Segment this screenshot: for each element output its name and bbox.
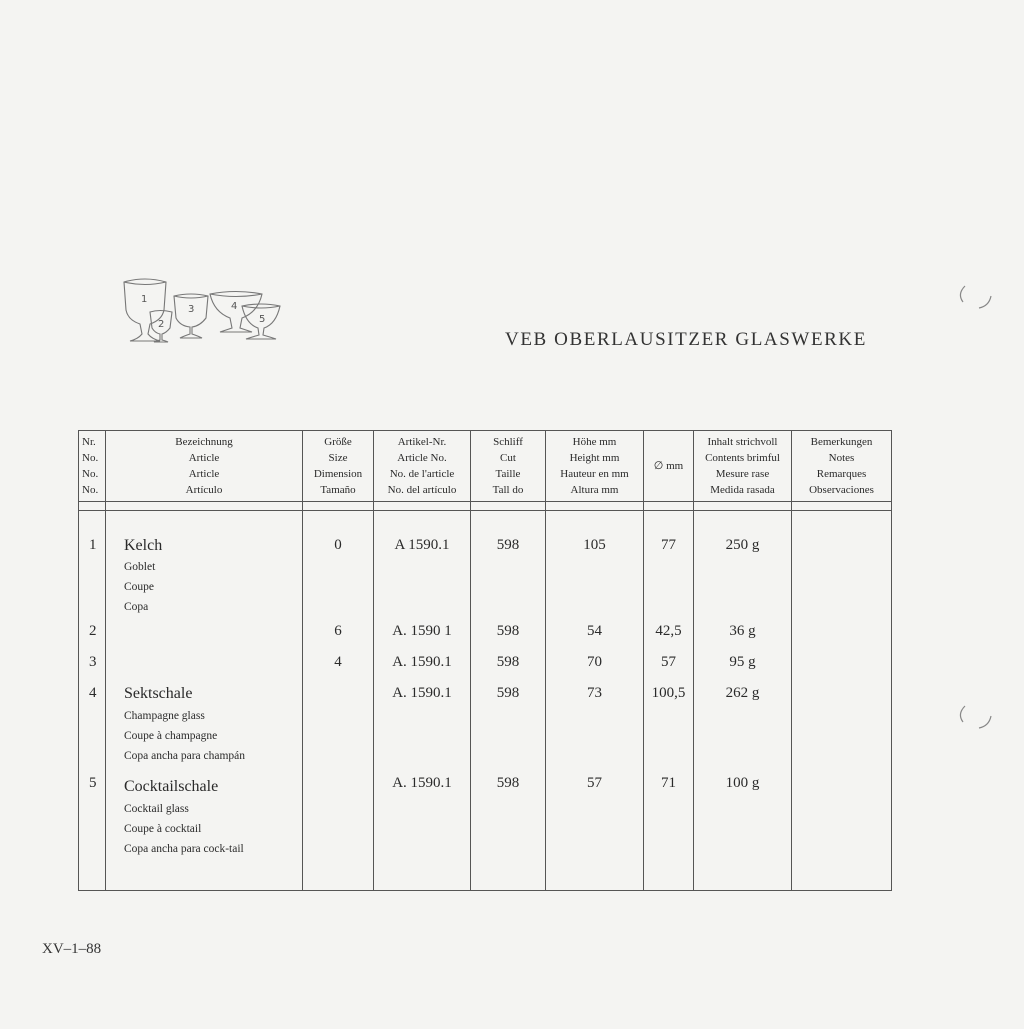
diameter-value: 42,5 [655, 623, 682, 639]
punch-hole-mark [955, 700, 995, 736]
height-value: 70 [587, 654, 602, 670]
cut-value: 598 [496, 685, 520, 701]
article-translation: Copa ancha para champán [124, 750, 246, 762]
article-number: A. 1590.1 [392, 775, 452, 791]
contents-value: 262 g [725, 685, 760, 701]
article-name: Cocktailschale [124, 778, 219, 795]
diameter-value: 100,5 [651, 685, 686, 701]
header-groesse: Größe Size Dimension Tamaño [303, 431, 374, 502]
illustration-number: 2 [158, 319, 165, 330]
column-artikel-nr [374, 511, 471, 891]
article-translation: Champagne glass [124, 710, 205, 722]
row-nr: 5 [89, 775, 97, 791]
specification-table [78, 430, 892, 891]
size-value: 0 [334, 537, 342, 553]
header-durchmesser: ∅ mm [644, 431, 694, 502]
contents-value: 250 g [725, 537, 760, 553]
size-value: 4 [334, 654, 342, 670]
article-number: A 1590.1 [394, 537, 450, 553]
article-number: A. 1590 1 [392, 623, 452, 639]
illustration-number: 4 [231, 301, 238, 312]
header-artikel-nr: Artikel-Nr. Article No. No. de l'article No. del artículo [374, 431, 471, 502]
height-value: 73 [587, 685, 602, 701]
article-translation: Coupe [124, 581, 155, 593]
height-value: 54 [587, 623, 602, 639]
cut-value: 598 [496, 537, 520, 553]
illustration-number: 1 [141, 294, 148, 305]
row-nr: 4 [89, 685, 97, 701]
contents-value: 95 g [729, 654, 756, 670]
article-translation: Coupe à champagne [124, 730, 218, 742]
column-hoehe [546, 511, 644, 891]
article-name: Sektschale [124, 685, 193, 702]
punch-hole-mark [955, 280, 995, 316]
illustration-number: 5 [259, 314, 266, 325]
column-bemerkungen [792, 511, 892, 891]
cut-value: 598 [496, 775, 520, 791]
row-nr: 1 [89, 537, 97, 553]
header-schliff: Schliff Cut Taille Tall do [471, 431, 546, 502]
height-value: 105 [583, 537, 606, 553]
height-value: 57 [587, 775, 602, 791]
cut-value: 598 [496, 654, 520, 670]
illustration-number: 3 [188, 304, 195, 315]
column-groesse [303, 511, 374, 891]
column-inhalt [694, 511, 792, 891]
header-bemerkungen: Bemerkungen Notes Remarques Observaciones [792, 431, 892, 502]
article-translation: Copa ancha para cock-tail [124, 843, 244, 855]
article-name: Kelch [124, 537, 163, 554]
article-translation: Goblet [124, 561, 156, 573]
column-nr [79, 511, 106, 891]
company-name: VEB OBERLAUSITZER GLASWERKE [505, 329, 867, 350]
cut-value: 598 [496, 623, 520, 639]
article-translation: Coupe à cocktail [124, 823, 202, 835]
page-code: XV–1–88 [42, 941, 102, 957]
contents-value: 36 g [729, 623, 756, 639]
article-translation: Cocktail glass [124, 803, 189, 815]
table-header-row [79, 431, 892, 502]
header-bezeichnung: Bezeichnung Article Article Artículo [106, 431, 303, 502]
column-bezeichnung [106, 511, 303, 891]
article-number: A. 1590.1 [392, 685, 452, 701]
diameter-value: 77 [661, 537, 676, 553]
table-body [79, 511, 892, 891]
diameter-value: 71 [661, 775, 676, 791]
row-nr: 2 [89, 623, 97, 639]
column-durchmesser [644, 511, 694, 891]
column-schliff [471, 511, 546, 891]
size-value: 6 [334, 623, 342, 639]
header-hoehe: Höhe mm Height mm Hauteur en mm Altura mm [546, 431, 644, 502]
glassware-illustration [118, 272, 288, 348]
diameter-value: 57 [661, 654, 676, 670]
row-nr: 3 [89, 654, 97, 670]
header-nr: Nr. No. No. No. [79, 431, 106, 502]
contents-value: 100 g [725, 775, 760, 791]
header-inhalt: Inhalt strichvoll Contents brimful Mesure rase Medida rasada [694, 431, 792, 502]
article-translation: Copa [124, 601, 149, 613]
article-number: A. 1590.1 [392, 654, 452, 670]
